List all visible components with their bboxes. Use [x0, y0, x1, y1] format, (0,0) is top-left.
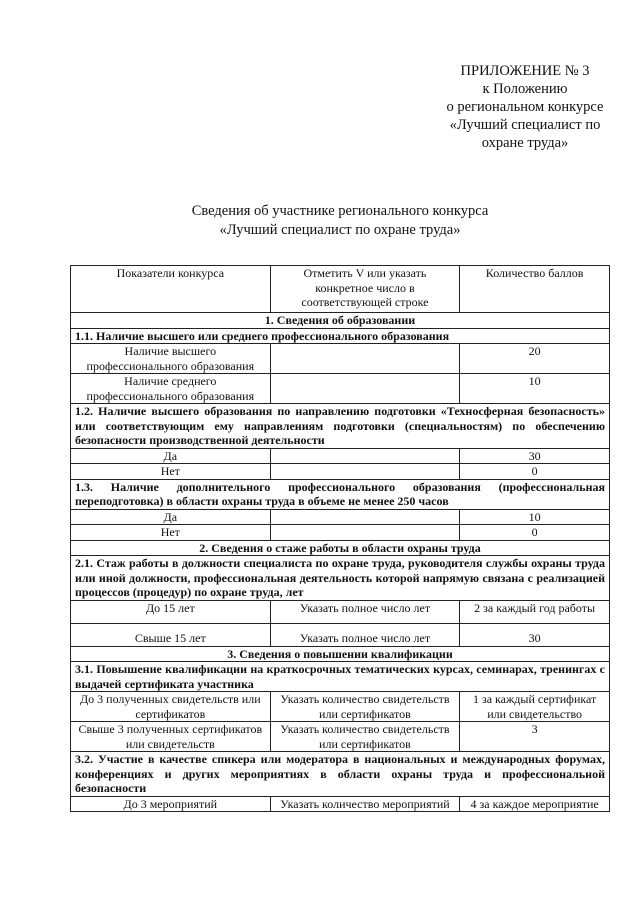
table-row [71, 600, 610, 623]
points-cell: 30 [460, 448, 610, 464]
points-cell: 2 за каждый год работы [460, 600, 610, 623]
table-row [71, 344, 610, 374]
points-cell: 20 [460, 344, 610, 374]
mark-cell[interactable]: Указать полное число лет [270, 623, 460, 646]
row-label: Свыше 3 полученных сертификатов или свидетельств [71, 722, 271, 752]
mark-cell[interactable]: Указать количество мероприятий [270, 796, 460, 812]
subsection-1-2: 1.2. Наличие высшего образования по направлению подготовки «Техносферная безопасность» или соответствующим ему направлениям подготовки (специальностям) по обеспечению безопасности производственной деятельности [71, 404, 610, 449]
table-row [71, 509, 610, 525]
table-row [71, 722, 610, 752]
points-cell: 30 [460, 623, 610, 646]
row-label: Да [71, 448, 271, 464]
appendix-header [425, 62, 625, 152]
table-row [71, 623, 610, 646]
header-points: Количество баллов [460, 266, 610, 313]
points-cell: 0 [460, 525, 610, 541]
subsection-2-1: 2.1. Стаж работы в должности специалиста по охране труда, руководителя службы охраны труда или иной должности, профессиональная деятельность которой напрямую связана с реализацией процессов (процедур) по охране труда, лет [71, 556, 610, 601]
section-row [71, 313, 610, 329]
row-label: До 3 полученных свидетельств или сертификатов [71, 692, 271, 722]
mark-cell[interactable] [270, 509, 460, 525]
title-line-2: «Лучший специалист по охране труда» [219, 222, 461, 238]
points-cell: 0 [460, 464, 610, 480]
mark-cell[interactable] [270, 344, 460, 374]
mark-cell[interactable]: Указать полное число лет [270, 600, 460, 623]
appendix-contest-name-1: «Лучший специалист по [449, 117, 601, 133]
mark-cell[interactable] [270, 464, 460, 480]
points-cell: 10 [460, 509, 610, 525]
table-row [71, 692, 610, 722]
points-cell: 1 за каждый сертификат или свидетельство [460, 692, 610, 722]
row-label: Нет [71, 464, 271, 480]
section-education: 1. Сведения об образовании [71, 313, 610, 329]
subsection-row [71, 662, 610, 692]
points-cell: 10 [460, 374, 610, 404]
subsection-row [71, 328, 610, 344]
participant-info-table [70, 265, 610, 812]
mark-cell[interactable]: Указать количество свидетельств или сертификатов [270, 692, 460, 722]
appendix-contest-name-2: охране труда» [481, 135, 569, 151]
table-row [71, 525, 610, 541]
subsection-3-2: 3.2. Участие в качестве спикера или модератора в национальных и международных форумах, конференциях и других мероприятиях в области охраны труда и профессиональной безопасности [71, 752, 610, 797]
table-header-row [71, 266, 610, 313]
row-label: Наличие среднего профессионального образования [71, 374, 271, 404]
table-row [71, 448, 610, 464]
table-row [71, 796, 610, 812]
appendix-contest: о региональном конкурсе [446, 99, 604, 115]
subsection-row [71, 404, 610, 449]
points-cell: 3 [460, 722, 610, 752]
mark-cell[interactable] [270, 525, 460, 541]
section-row [71, 540, 610, 556]
subsection-row [71, 479, 610, 509]
row-label: До 3 мероприятий [71, 796, 271, 812]
subsection-1-1: 1.1. Наличие высшего или среднего профессионального образования [71, 328, 610, 344]
header-indicators: Показатели конкурса [71, 266, 271, 313]
row-label: До 15 лет [71, 600, 271, 623]
section-experience: 2. Сведения о стаже работы в области охраны труда [71, 540, 610, 556]
subsection-1-3: 1.3. Наличие дополнительного профессионального образования (профессиональная переподготовка) в области охраны труда в объеме не менее 250 часов [71, 479, 610, 509]
subsection-3-1: 3.1. Повышение квалификации на краткосрочных тематических курсах, семинарах, тренингах с выдачей сертификата участника [71, 662, 610, 692]
points-cell: 4 за каждое мероприятие [460, 796, 610, 812]
mark-cell[interactable] [270, 448, 460, 464]
section-row [71, 646, 610, 662]
table-row [71, 374, 610, 404]
appendix-number: ПРИЛОЖЕНИЕ № 3 [460, 63, 590, 79]
subsection-row [71, 752, 610, 797]
row-label: Наличие высшего профессионального образования [71, 344, 271, 374]
subsection-row [71, 556, 610, 601]
document-title [60, 202, 620, 240]
mark-cell[interactable] [270, 374, 460, 404]
row-label: Нет [71, 525, 271, 541]
header-mark: Отметить V или указать конкретное число в соответствующей строке [270, 266, 460, 313]
mark-cell[interactable]: Указать количество свидетельств или сертификатов [270, 722, 460, 752]
row-label: Да [71, 509, 271, 525]
section-qualification: 3. Сведения о повышении квалификации [71, 646, 610, 662]
table-row [71, 464, 610, 480]
appendix-regulation: к Положению [482, 81, 568, 97]
title-line-1: Сведения об участнике регионального конкурса [191, 203, 489, 219]
row-label: Свыше 15 лет [71, 623, 271, 646]
